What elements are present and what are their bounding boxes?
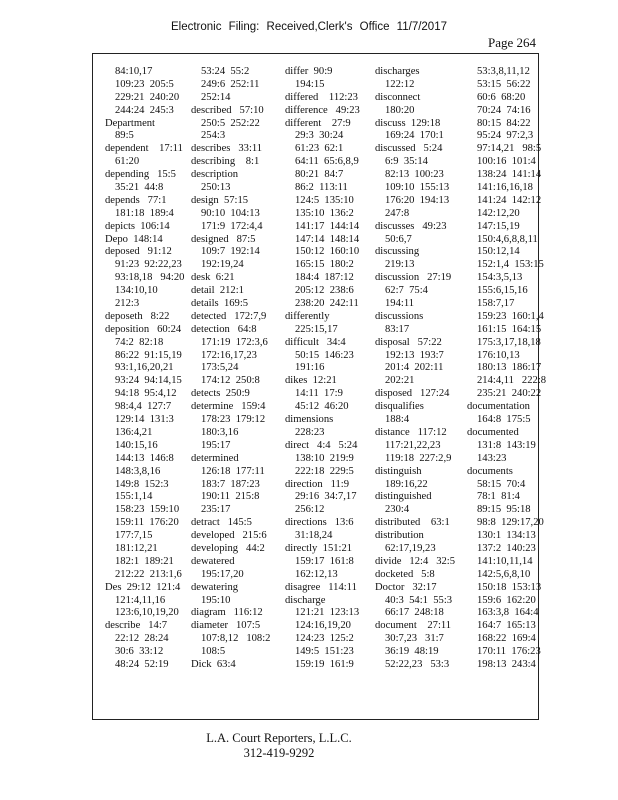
index-reference: 82:13 100:23 <box>385 169 444 181</box>
index-term: documentation <box>467 401 530 413</box>
index-reference: 94:18 95:4,12 <box>115 388 177 400</box>
index-term: deposeth 8:22 <box>105 310 170 322</box>
index-reference: 194:11 <box>385 298 415 310</box>
index-term: documented <box>467 426 519 438</box>
index-reference: 62:17,19,23 <box>385 542 436 554</box>
index-term: difference 49:23 <box>285 104 360 116</box>
index-term: depicts 106:14 <box>105 220 170 232</box>
index-reference: 194:15 <box>295 78 325 90</box>
index-reference: 131:8 143:19 <box>477 439 536 451</box>
index-reference: 247:8 <box>385 207 410 219</box>
index-reference: 184:4 187:12 <box>295 272 354 284</box>
index-term: Dick 63:4 <box>191 658 236 670</box>
index-reference: 142:5,6,8,10 <box>477 568 531 580</box>
index-reference: 177:7,15 <box>115 530 153 542</box>
index-reference: 144:13 146:8 <box>115 452 174 464</box>
index-reference: 176:10,13 <box>477 349 520 361</box>
index-term: detects 250:9 <box>191 388 250 400</box>
index-term: disposed 127:24 <box>375 388 450 400</box>
index-reference: 95:24 97:2,3 <box>477 130 534 142</box>
index-reference: 180:3,16 <box>201 426 239 438</box>
index-term: Des 29:12 121:4 <box>105 581 181 593</box>
index-reference: 244:24 245:3 <box>115 104 174 116</box>
index-term: developed 215:6 <box>191 530 267 542</box>
index-reference: 150:12 160:10 <box>295 246 360 258</box>
index-reference: 30:7,23 31:7 <box>385 633 444 645</box>
index-term: dimensions <box>285 414 334 426</box>
index-reference: 192:13 193:7 <box>385 349 444 361</box>
index-term: depends 77:1 <box>105 194 167 206</box>
index-reference: 192:19,24 <box>201 259 244 271</box>
index-reference: 86:2 113:11 <box>295 182 348 194</box>
index-reference: 136:4,21 <box>115 426 153 438</box>
index-term: different 27:9 <box>285 117 351 129</box>
index-reference: 238:20 242:11 <box>295 298 359 310</box>
index-term: distribution <box>375 530 424 542</box>
index-reference: 61:23 62:1 <box>295 143 344 155</box>
index-reference: 143:23 <box>477 452 507 464</box>
index-reference: 214:4,11 222:8 <box>477 375 547 387</box>
index-reference: 137:2 140:23 <box>477 542 536 554</box>
index-term: distributed 63:1 <box>375 517 450 529</box>
index-reference: 22:12 28:24 <box>115 633 169 645</box>
index-reference: 164:7 165:13 <box>477 620 536 632</box>
index-reference: 89:5 <box>115 130 134 142</box>
index-reference: 149:5 151:23 <box>295 646 354 658</box>
index-reference: 225:15,17 <box>295 323 338 335</box>
index-reference: 182:1 189:21 <box>115 555 174 567</box>
index-reference: 91:23 92:22,23 <box>115 259 182 271</box>
index-term: detection 64:8 <box>191 323 257 335</box>
index-reference: 165:15 180:2 <box>295 259 354 271</box>
index-reference: 173:5,24 <box>201 362 239 374</box>
index-reference: 191:16 <box>295 362 325 374</box>
index-reference: 212:22 213:1,6 <box>115 568 182 580</box>
index-reference: 123:6,10,19,20 <box>115 607 179 619</box>
index-term: diameter 107:5 <box>191 620 261 632</box>
index-column-1 <box>105 66 191 706</box>
index-reference: 107:8,12 108:2 <box>201 633 271 645</box>
index-reference: 212:3 <box>115 298 140 310</box>
index-reference: 83:17 <box>385 323 410 335</box>
index-reference: 180:13 186:17 <box>477 362 542 374</box>
index-reference: 48:24 52:19 <box>115 658 169 670</box>
index-reference: 205:12 238:6 <box>295 285 354 297</box>
index-reference: 140:15,16 <box>115 439 158 451</box>
index-reference: 202:21 <box>385 375 415 387</box>
index-reference: 14:11 17:9 <box>295 388 343 400</box>
index-reference: 150:18 153:13 <box>477 581 542 593</box>
index-reference: 80:15 84:22 <box>477 117 531 129</box>
index-term: detail 212:1 <box>191 285 244 297</box>
index-term: dikes 12:21 <box>285 375 337 387</box>
index-reference: 172:16,17,23 <box>201 349 257 361</box>
index-term: deposed 91:12 <box>105 246 172 258</box>
index-reference: 61:20 <box>115 156 140 168</box>
index-term: document 27:11 <box>375 620 452 632</box>
index-reference: 29:3 30:24 <box>295 130 344 142</box>
index-reference: 109:10 155:13 <box>385 182 450 194</box>
index-reference: 159:6 162:20 <box>477 594 536 606</box>
index-term: details 169:5 <box>191 298 249 310</box>
index-reference: 138:24 141:14 <box>477 169 542 181</box>
index-reference: 158:7,17 <box>477 298 515 310</box>
index-reference: 252:14 <box>201 91 231 103</box>
index-reference: 161:15 164:15 <box>477 323 542 335</box>
index-term: differently <box>285 310 330 322</box>
index-reference: 159:17 161:8 <box>295 555 354 567</box>
page-number: Page 264 <box>488 35 537 50</box>
index-reference: 134:10,10 <box>115 285 158 297</box>
index-reference: 124:23 125:2 <box>295 633 354 645</box>
index-reference: 148:3,8,16 <box>115 465 161 477</box>
index-reference: 195:17,20 <box>201 568 244 580</box>
index-term: detected 172:7,9 <box>191 310 267 322</box>
index-term: depending 15:5 <box>105 169 176 181</box>
index-reference: 64:11 65:6,8,9 <box>295 156 359 168</box>
index-term: directly 151:21 <box>285 542 353 554</box>
index-reference: 189:16,22 <box>385 478 428 490</box>
index-reference: 155:1,14 <box>115 491 153 503</box>
index-term: directions 13:6 <box>285 517 354 529</box>
index-reference: 190:11 215:8 <box>201 491 260 503</box>
index-reference: 50:15 146:23 <box>295 349 354 361</box>
index-column-2 <box>191 66 285 706</box>
index-reference: 164:8 175:5 <box>477 414 531 426</box>
index-term: difficult 34:4 <box>285 336 346 348</box>
index-reference: 254:3 <box>201 130 226 142</box>
index-reference: 141:17 144:14 <box>295 220 360 232</box>
index-term: divide 12:4 32:5 <box>375 555 456 567</box>
index-reference: 155:6,15,16 <box>477 285 528 297</box>
index-term: deposition 60:24 <box>105 323 182 335</box>
index-reference: 50:6,7 <box>385 233 412 245</box>
index-reference: 126:18 177:11 <box>201 465 265 477</box>
index-term: detract 145:5 <box>191 517 252 529</box>
index-reference: 119:18 227:2,9 <box>385 452 452 464</box>
index-reference: 66:17 248:18 <box>385 607 444 619</box>
index-reference: 124:16,19,20 <box>295 620 351 632</box>
index-reference: 52:22,23 53:3 <box>385 658 450 670</box>
index-term: design 57:15 <box>191 194 249 206</box>
index-reference: 117:21,22,23 <box>385 439 441 451</box>
index-term: diagram 116:12 <box>191 607 263 619</box>
index-reference: 29:16 34:7,17 <box>295 491 357 503</box>
index-term: docketed 5:8 <box>375 568 435 580</box>
index-reference: 169:24 170:1 <box>385 130 444 142</box>
index-reference: 178:23 179:12 <box>201 414 266 426</box>
index-reference: 6:9 35:14 <box>385 156 428 168</box>
index-term: describing 8:1 <box>191 156 260 168</box>
index-term: discusses 49:23 <box>375 220 447 232</box>
index-reference: 142:12,20 <box>477 207 520 219</box>
index-reference: 109:7 192:14 <box>201 246 260 258</box>
index-reference: 235:17 <box>201 504 231 516</box>
index-reference: 122:12 <box>385 78 415 90</box>
index-reference: 201:4 202:11 <box>385 362 444 374</box>
index-reference: 152:1,4 153:15 <box>477 259 544 271</box>
index-reference: 141:16,16,18 <box>477 182 533 194</box>
index-reference: 89:15 95:18 <box>477 504 531 516</box>
index-term: Depo 148:14 <box>105 233 163 245</box>
index-reference: 121:4,11,16 <box>115 594 166 606</box>
index-term: discussing <box>375 246 420 258</box>
index-term: direction 11:9 <box>285 478 350 490</box>
index-reference: 93:1,16,20,21 <box>115 362 174 374</box>
index-reference: 183:7 187:23 <box>201 478 260 490</box>
index-reference: 150:4,6,8,8,11 <box>477 233 538 245</box>
index-reference: 195:17 <box>201 439 231 451</box>
index-reference: 109:23 205:5 <box>115 78 174 90</box>
index-reference: 181:12,21 <box>115 542 158 554</box>
index-reference: 53:3,8,11,12 <box>477 66 530 77</box>
index-reference: 176:20 194:13 <box>385 194 450 206</box>
index-reference: 58:15 70:4 <box>477 478 526 490</box>
index-reference: 98:8 129:17,20 <box>477 517 544 529</box>
index-reference: 130:1 134:13 <box>477 530 536 542</box>
index-term: distinguished <box>375 491 432 503</box>
index-term: distance 117:12 <box>375 426 447 438</box>
index-reference: 86:22 91:15,19 <box>115 349 182 361</box>
index-reference: 31:18,24 <box>295 530 333 542</box>
index-term: discussed 5:24 <box>375 143 443 155</box>
index-reference: 158:23 159:10 <box>115 504 180 516</box>
index-reference: 188:4 <box>385 414 410 426</box>
index-reference: 149:8 152:3 <box>115 478 169 490</box>
index-term: dewatered <box>191 555 235 567</box>
index-term: distinguish <box>375 465 422 477</box>
index-term: discharge <box>285 594 326 606</box>
index-reference: 84:10,17 <box>115 66 153 77</box>
index-term: disagree 114:11 <box>285 581 357 593</box>
index-reference: 121:21 123:13 <box>295 607 360 619</box>
index-term: direct 4:4 5:24 <box>285 439 358 451</box>
index-reference: 256:12 <box>295 504 325 516</box>
footer-phone: 312-419-9292 <box>243 746 315 760</box>
index-reference: 147:14 148:14 <box>295 233 360 245</box>
index-term: disconnect <box>375 91 421 103</box>
index-term: documents <box>467 465 513 477</box>
index-reference: 174:12 250:8 <box>201 375 260 387</box>
index-reference: 93:24 94:14,15 <box>115 375 182 387</box>
index-term: dewatering <box>191 581 239 593</box>
index-term: disposal 57:22 <box>375 336 442 348</box>
filing-stamp: Electronic Filing: Received,Clerk's Office 11/7/2017 <box>170 21 447 33</box>
index-reference: 249:6 252:11 <box>201 78 260 90</box>
index-reference: 108:5 <box>201 646 226 658</box>
index-reference: 159:19 161:9 <box>295 658 354 670</box>
index-reference: 53:24 55:2 <box>201 66 250 77</box>
index-reference: 168:22 169:4 <box>477 633 536 645</box>
index-reference: 62:7 75:4 <box>385 285 428 297</box>
index-term: discussion 27:19 <box>375 272 452 284</box>
index-reference: 150:12,14 <box>477 246 520 258</box>
index-reference: 147:15,19 <box>477 220 520 232</box>
index-term: desk 6:21 <box>191 272 235 284</box>
index-reference: 250:5 252:22 <box>201 117 260 129</box>
index-term: differed 112:23 <box>285 91 358 103</box>
index-reference: 222:18 229:5 <box>295 465 354 477</box>
index-reference: 171:19 172:3,6 <box>201 336 268 348</box>
index-reference: 97:14,21 98:5 <box>477 143 542 155</box>
index-column-5 <box>467 66 547 706</box>
index-reference: 175:3,17,18,18 <box>477 336 541 348</box>
index-column-3 <box>285 66 375 706</box>
index-reference: 219:13 <box>385 259 415 271</box>
index-reference: 36:19 48:19 <box>385 646 439 658</box>
index-reference: 229:21 240:20 <box>115 91 180 103</box>
index-reference: 124:5 135:10 <box>295 194 354 206</box>
index-reference: 181:18 189:4 <box>115 207 174 219</box>
index-term: determined <box>191 452 239 464</box>
index-reference: 35:21 44:8 <box>115 182 164 194</box>
index-reference: 60:6 68:20 <box>477 91 526 103</box>
index-column-4 <box>375 66 467 706</box>
index-term: Doctor 32:17 <box>375 581 437 593</box>
index-reference: 40:3 54:1 55:3 <box>385 594 453 606</box>
index-term: designed 87:5 <box>191 233 256 245</box>
index-term: described 57:10 <box>191 104 264 116</box>
footer-company: L.A. Court Reporters, L.L.C. <box>206 731 352 745</box>
index-term: describe 14:7 <box>105 620 168 632</box>
index-reference: 230:4 <box>385 504 410 516</box>
index-reference: 135:10 136:2 <box>295 207 354 219</box>
index-term: description <box>191 169 239 181</box>
index-term: disqualifies <box>375 401 424 413</box>
index-reference: 162:12,13 <box>295 568 338 580</box>
index-term: dependent 17:11 <box>105 143 183 155</box>
index-term: describes 33:11 <box>191 143 263 155</box>
index-reference: 78:1 81:4 <box>477 491 520 503</box>
index-reference: 159:11 176:20 <box>115 517 179 529</box>
index-reference: 198:13 243:4 <box>477 658 536 670</box>
index-term: discussions <box>375 310 424 322</box>
index-reference: 154:3,5,13 <box>477 272 523 284</box>
index-reference: 74:2 82:18 <box>115 336 164 348</box>
index-term: discharges <box>375 66 420 77</box>
index-reference: 163:3,8 164:4 <box>477 607 539 619</box>
index-reference: 170:11 176:23 <box>477 646 541 658</box>
index-reference: 195:10 <box>201 594 231 606</box>
index-term: discuss 129:18 <box>375 117 441 129</box>
index-reference: 53:15 56:22 <box>477 78 531 90</box>
index-reference: 141:24 142:12 <box>477 194 542 206</box>
index-reference: 30:6 33:12 <box>115 646 164 658</box>
index-reference: 93:18,18 94:20 <box>115 272 185 284</box>
index-reference: 98:4,4 127:7 <box>115 401 172 413</box>
index-reference: 141:10,11,14 <box>477 555 533 567</box>
index-reference: 171:9 172:4,4 <box>201 220 263 232</box>
index-reference: 80:21 84:7 <box>295 169 344 181</box>
index-reference: 129:14 131:3 <box>115 414 174 426</box>
index-reference: 70:24 74:16 <box>477 104 531 116</box>
index-term: determine 159:4 <box>191 401 266 413</box>
index-term: developing 44:2 <box>191 542 265 554</box>
index-reference: 159:23 160:1,4 <box>477 310 544 322</box>
index-reference: 250:13 <box>201 182 231 194</box>
index-reference: 228:23 <box>295 426 325 438</box>
index-reference: 100:16 101:4 <box>477 156 536 168</box>
index-reference: 45:12 46:20 <box>295 401 349 413</box>
index-reference: 235:21 240:22 <box>477 388 542 400</box>
index-reference: 90:10 104:13 <box>201 207 260 219</box>
index-term: Department <box>105 117 156 129</box>
index-reference: 138:10 219:9 <box>295 452 354 464</box>
index-reference: 180:20 <box>385 104 415 116</box>
index-term: differ 90:9 <box>285 66 333 77</box>
index-frame <box>92 53 547 720</box>
